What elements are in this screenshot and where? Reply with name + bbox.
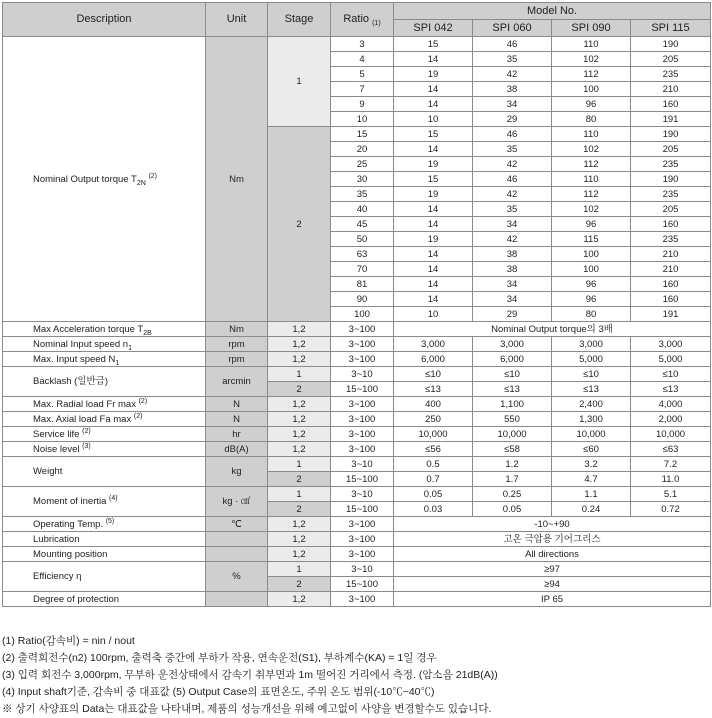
value-cell: 160 bbox=[631, 97, 711, 112]
value-cell: 14 bbox=[394, 292, 473, 307]
backlash-ratio: 3~10 bbox=[331, 367, 394, 382]
weight-value: 0.5 bbox=[394, 457, 473, 472]
backlash-value: ≤13 bbox=[552, 382, 631, 397]
axial-unit: N bbox=[206, 412, 268, 427]
radial-label-text: Max. Radial load Fr max bbox=[33, 398, 136, 410]
backlash-value: ≤10 bbox=[473, 367, 552, 382]
max_input-label-text: Max. Input speed N bbox=[33, 353, 116, 365]
table-row bbox=[3, 352, 711, 367]
value-cell: 235 bbox=[631, 157, 711, 172]
noise-value: ≤60 bbox=[552, 442, 631, 457]
lubrication-label bbox=[3, 532, 206, 547]
lubrication-stage: 1,2 bbox=[268, 532, 331, 547]
value-cell: 10 bbox=[394, 307, 473, 322]
table-row bbox=[3, 517, 711, 532]
max_input-value: 6,000 bbox=[394, 352, 473, 367]
value-cell: 80 bbox=[552, 112, 631, 127]
footnote: (2) 출력회전수(n2) 100rpm, 출력축 중간에 부하가 작용, 연속운전(S1), 부하계수(KA) = 1일 경우 bbox=[2, 652, 437, 664]
service-value: 10,000 bbox=[473, 427, 552, 442]
service-ratio: 3~100 bbox=[331, 427, 394, 442]
lubrication-value: 고온 극압용 기어그리스 bbox=[394, 532, 711, 547]
value-cell: 100 bbox=[552, 262, 631, 277]
inertia-label bbox=[3, 487, 206, 517]
ratio-cell: 20 bbox=[331, 142, 394, 157]
noise-label bbox=[3, 442, 206, 457]
weight-ratio: 15~100 bbox=[331, 472, 394, 487]
backlash-stage: 1 bbox=[268, 367, 331, 382]
value-cell: 100 bbox=[552, 82, 631, 97]
torque-stage-2: 2 bbox=[268, 127, 331, 322]
nominal_input-value: 3,000 bbox=[631, 337, 711, 352]
max_accel-label-subscript: 2B bbox=[143, 329, 152, 337]
protection-stage: 1,2 bbox=[268, 592, 331, 607]
max_input-value: 5,000 bbox=[552, 352, 631, 367]
service-value: 10,000 bbox=[552, 427, 631, 442]
ratio-cell: 4 bbox=[331, 52, 394, 67]
spec-table bbox=[2, 2, 711, 607]
mounting-ratio: 3~100 bbox=[331, 547, 394, 562]
value-cell: 110 bbox=[552, 172, 631, 187]
value-cell: 14 bbox=[394, 82, 473, 97]
radial-ratio: 3~100 bbox=[331, 397, 394, 412]
max_input-label-subscript: 1 bbox=[115, 359, 120, 367]
value-cell: 102 bbox=[552, 142, 631, 157]
header-model: SPI 115 bbox=[631, 20, 711, 37]
inertia-value: 1.1 bbox=[552, 487, 631, 502]
weight-value: 1.7 bbox=[473, 472, 552, 487]
header-stage: Stage bbox=[268, 3, 331, 37]
efficiency-ratio: 3~10 bbox=[331, 562, 394, 577]
table-row bbox=[3, 427, 711, 442]
value-cell: 14 bbox=[394, 52, 473, 67]
value-cell: 102 bbox=[552, 202, 631, 217]
service-unit: hr bbox=[206, 427, 268, 442]
lubrication-unit bbox=[206, 532, 268, 547]
backlash-value: ≤10 bbox=[631, 367, 711, 382]
radial-stage: 1,2 bbox=[268, 397, 331, 412]
value-cell: 42 bbox=[473, 232, 552, 247]
nominal_input-value: 3,000 bbox=[473, 337, 552, 352]
radial-unit: N bbox=[206, 397, 268, 412]
torque-unit: Nm bbox=[206, 37, 268, 322]
value-cell: 19 bbox=[394, 187, 473, 202]
nominal_input-stage: 1,2 bbox=[268, 337, 331, 352]
value-cell: 19 bbox=[394, 67, 473, 82]
value-cell: 19 bbox=[394, 157, 473, 172]
footnote: (4) Input shaft기준, 감속비 중 대표값 (5) Output Case의 표면온도, 주위 온도 범위(-10℃~40℃) bbox=[2, 686, 435, 698]
backlash-value: ≤10 bbox=[394, 367, 473, 382]
value-cell: 46 bbox=[473, 172, 552, 187]
torque-label-text: Nominal Output torque T bbox=[33, 173, 137, 185]
ratio-cell: 35 bbox=[331, 187, 394, 202]
header-ratio bbox=[331, 3, 394, 37]
value-cell: 205 bbox=[631, 202, 711, 217]
weight-value: 0.7 bbox=[394, 472, 473, 487]
op_temp-label bbox=[3, 517, 206, 532]
ratio-cell: 40 bbox=[331, 202, 394, 217]
ratio-cell: 9 bbox=[331, 97, 394, 112]
value-cell: 96 bbox=[552, 277, 631, 292]
radial-label bbox=[3, 397, 206, 412]
value-cell: 10 bbox=[394, 112, 473, 127]
torque-stage-1: 1 bbox=[268, 37, 331, 127]
value-cell: 210 bbox=[631, 262, 711, 277]
footnotes bbox=[2, 633, 710, 718]
protection-ratio: 3~100 bbox=[331, 592, 394, 607]
op_temp-stage: 1,2 bbox=[268, 517, 331, 532]
noise-ratio: 3~100 bbox=[331, 442, 394, 457]
backlash-unit: arcmin bbox=[206, 367, 268, 397]
value-cell: 112 bbox=[552, 157, 631, 172]
table-row bbox=[3, 592, 711, 607]
axial-value: 1,300 bbox=[552, 412, 631, 427]
protection-label-text: Degree of protection bbox=[33, 593, 120, 605]
efficiency-value: ≥94 bbox=[394, 577, 711, 592]
table-row bbox=[3, 442, 711, 457]
value-cell: 115 bbox=[552, 232, 631, 247]
footnote: (3) 입력 회전수 3,000rpm, 무부하 운전상태에서 감속기 취부면과 1m 떨어진 거리에서 측정. (암소음 21dB(A)) bbox=[2, 669, 498, 681]
weight-value: 4.7 bbox=[552, 472, 631, 487]
value-cell: 100 bbox=[552, 247, 631, 262]
ratio-cell: 5 bbox=[331, 67, 394, 82]
header-model-no: Model No. bbox=[394, 3, 711, 20]
value-cell: 160 bbox=[631, 217, 711, 232]
value-cell: 15 bbox=[394, 37, 473, 52]
value-cell: 14 bbox=[394, 202, 473, 217]
lubrication-label-text: Lubrication bbox=[33, 533, 80, 545]
radial-value: 2,400 bbox=[552, 397, 631, 412]
value-cell: 14 bbox=[394, 247, 473, 262]
max_accel-label-text: Max Acceleration torque T bbox=[33, 323, 144, 335]
ratio-cell: 63 bbox=[331, 247, 394, 262]
value-cell: 15 bbox=[394, 172, 473, 187]
weight-label-text: Weight bbox=[33, 466, 63, 477]
value-cell: 205 bbox=[631, 142, 711, 157]
max_input-ratio: 3~100 bbox=[331, 352, 394, 367]
weight-ratio: 3~10 bbox=[331, 457, 394, 472]
table-row bbox=[3, 37, 711, 52]
op_temp-value: -10~+90 bbox=[394, 517, 711, 532]
ratio-cell: 30 bbox=[331, 172, 394, 187]
ratio-cell: 3 bbox=[331, 37, 394, 52]
max_input-label bbox=[3, 352, 206, 367]
nominal_input-label-subscript: 1 bbox=[128, 344, 132, 352]
value-cell: 191 bbox=[631, 307, 711, 322]
ratio-cell: 100 bbox=[331, 307, 394, 322]
protection-value: IP 65 bbox=[394, 592, 711, 607]
value-cell: 38 bbox=[473, 262, 552, 277]
max_accel-unit: Nm bbox=[206, 322, 268, 337]
nominal_input-unit: rpm bbox=[206, 337, 268, 352]
weight-unit: kg bbox=[206, 457, 268, 487]
value-cell: 29 bbox=[473, 112, 552, 127]
value-cell: 110 bbox=[552, 127, 631, 142]
noise-value: ≤56 bbox=[394, 442, 473, 457]
value-cell: 14 bbox=[394, 97, 473, 112]
header-description: Description bbox=[3, 3, 206, 37]
ratio-cell: 10 bbox=[331, 112, 394, 127]
value-cell: 160 bbox=[631, 292, 711, 307]
inertia-value: 0.72 bbox=[631, 502, 711, 517]
radial-label-note: (2) bbox=[138, 397, 148, 405]
value-cell: 35 bbox=[473, 142, 552, 157]
torque-label-note: (2) bbox=[148, 172, 158, 180]
radial-value: 400 bbox=[394, 397, 473, 412]
axial-label-text: Max. Axial load Fa max bbox=[33, 413, 132, 425]
mounting-value: All directions bbox=[394, 547, 711, 562]
table-row bbox=[3, 457, 711, 472]
value-cell: 235 bbox=[631, 232, 711, 247]
value-cell: 96 bbox=[552, 97, 631, 112]
value-cell: 112 bbox=[552, 187, 631, 202]
header-ratio-note: (1) bbox=[372, 20, 381, 28]
efficiency-ratio: 15~100 bbox=[331, 577, 394, 592]
ratio-cell: 45 bbox=[331, 217, 394, 232]
value-cell: 46 bbox=[473, 127, 552, 142]
table-row bbox=[3, 547, 711, 562]
efficiency-label bbox=[3, 562, 206, 592]
value-cell: 14 bbox=[394, 277, 473, 292]
efficiency-unit: % bbox=[206, 562, 268, 592]
noise-label-text: Noise level bbox=[33, 443, 80, 455]
noise-stage: 1,2 bbox=[268, 442, 331, 457]
inertia-stage: 2 bbox=[268, 502, 331, 517]
ratio-cell: 81 bbox=[331, 277, 394, 292]
value-cell: 46 bbox=[473, 37, 552, 52]
noise-value: ≤58 bbox=[473, 442, 552, 457]
value-cell: 15 bbox=[394, 127, 473, 142]
radial-value: 1,100 bbox=[473, 397, 552, 412]
protection-label bbox=[3, 592, 206, 607]
mounting-label-text: Mounting position bbox=[33, 548, 108, 560]
ratio-cell: 25 bbox=[331, 157, 394, 172]
op_temp-label-text: Operating Temp. bbox=[33, 518, 104, 530]
value-cell: 235 bbox=[631, 187, 711, 202]
spec-table-body bbox=[3, 37, 711, 607]
nominal_input-value: 3,000 bbox=[394, 337, 473, 352]
value-cell: 96 bbox=[552, 292, 631, 307]
max_input-value: 6,000 bbox=[473, 352, 552, 367]
value-cell: 14 bbox=[394, 142, 473, 157]
axial-value: 250 bbox=[394, 412, 473, 427]
nominal_input-label bbox=[3, 337, 206, 352]
backlash-label-text: Backlash (일반급) bbox=[33, 376, 109, 387]
table-row bbox=[3, 397, 711, 412]
value-cell: 160 bbox=[631, 277, 711, 292]
axial-value: 2,000 bbox=[631, 412, 711, 427]
max_accel-label bbox=[3, 322, 206, 337]
max_input-stage: 1,2 bbox=[268, 352, 331, 367]
torque-label-subscript: 2N bbox=[136, 179, 146, 187]
value-cell: 14 bbox=[394, 262, 473, 277]
header-model: SPI 060 bbox=[473, 20, 552, 37]
weight-label bbox=[3, 457, 206, 487]
axial-label bbox=[3, 412, 206, 427]
backlash-ratio: 15~100 bbox=[331, 382, 394, 397]
max_accel-ratio: 3~100 bbox=[331, 322, 394, 337]
axial-ratio: 3~100 bbox=[331, 412, 394, 427]
op_temp-label-note: (5) bbox=[105, 517, 115, 525]
footnote: (1) Ratio(감속비) = nin / nout bbox=[2, 635, 135, 647]
efficiency-stage: 2 bbox=[268, 577, 331, 592]
inertia-value: 0.25 bbox=[473, 487, 552, 502]
value-cell: 235 bbox=[631, 67, 711, 82]
mounting-stage: 1,2 bbox=[268, 547, 331, 562]
table-row bbox=[3, 337, 711, 352]
header-ratio-label: Ratio bbox=[343, 13, 370, 25]
value-cell: 191 bbox=[631, 112, 711, 127]
noise-label-note: (3) bbox=[82, 442, 91, 450]
lubrication-ratio: 3~100 bbox=[331, 532, 394, 547]
value-cell: 80 bbox=[552, 307, 631, 322]
axial-label-note: (2) bbox=[133, 412, 143, 420]
noise-unit: dB(A) bbox=[206, 442, 268, 457]
value-cell: 34 bbox=[473, 292, 552, 307]
weight-value: 11.0 bbox=[631, 472, 711, 487]
inertia-stage: 1 bbox=[268, 487, 331, 502]
value-cell: 29 bbox=[473, 307, 552, 322]
max_input-value: 5,000 bbox=[631, 352, 711, 367]
value-cell: 210 bbox=[631, 247, 711, 262]
value-cell: 112 bbox=[552, 67, 631, 82]
backlash-label bbox=[3, 367, 206, 397]
value-cell: 102 bbox=[552, 52, 631, 67]
table-row bbox=[3, 562, 711, 577]
table-row bbox=[3, 532, 711, 547]
value-cell: 190 bbox=[631, 127, 711, 142]
inertia-ratio: 3~10 bbox=[331, 487, 394, 502]
weight-value: 1.2 bbox=[473, 457, 552, 472]
ratio-cell: 70 bbox=[331, 262, 394, 277]
value-cell: 190 bbox=[631, 37, 711, 52]
torque-label bbox=[3, 37, 206, 322]
weight-stage: 1 bbox=[268, 457, 331, 472]
value-cell: 14 bbox=[394, 217, 473, 232]
inertia-value: 5.1 bbox=[631, 487, 711, 502]
ratio-cell: 7 bbox=[331, 82, 394, 97]
header-unit: Unit bbox=[206, 3, 268, 37]
table-row bbox=[3, 412, 711, 427]
service-value: 10,000 bbox=[394, 427, 473, 442]
value-cell: 42 bbox=[473, 157, 552, 172]
noise-value: ≤63 bbox=[631, 442, 711, 457]
value-cell: 34 bbox=[473, 217, 552, 232]
inertia-ratio: 15~100 bbox=[331, 502, 394, 517]
value-cell: 190 bbox=[631, 172, 711, 187]
backlash-value: ≤10 bbox=[552, 367, 631, 382]
inertia-value: 0.03 bbox=[394, 502, 473, 517]
value-cell: 34 bbox=[473, 97, 552, 112]
value-cell: 38 bbox=[473, 247, 552, 262]
value-cell: 38 bbox=[473, 82, 552, 97]
backlash-value: ≤13 bbox=[394, 382, 473, 397]
inertia-value: 0.24 bbox=[552, 502, 631, 517]
value-cell: 205 bbox=[631, 52, 711, 67]
value-cell: 42 bbox=[473, 67, 552, 82]
axial-value: 550 bbox=[473, 412, 552, 427]
inertia-value: 0.05 bbox=[473, 502, 552, 517]
value-cell: 110 bbox=[552, 37, 631, 52]
service-label-note: (2) bbox=[82, 427, 91, 435]
nominal_input-value: 3,000 bbox=[552, 337, 631, 352]
max_input-unit: rpm bbox=[206, 352, 268, 367]
nominal_input-ratio: 3~100 bbox=[331, 337, 394, 352]
ratio-cell: 15 bbox=[331, 127, 394, 142]
mounting-unit bbox=[206, 547, 268, 562]
ratio-cell: 50 bbox=[331, 232, 394, 247]
op_temp-unit: ℃ bbox=[206, 517, 268, 532]
axial-stage: 1,2 bbox=[268, 412, 331, 427]
inertia-value: 0.05 bbox=[394, 487, 473, 502]
value-cell: 35 bbox=[473, 202, 552, 217]
weight-value: 3.2 bbox=[552, 457, 631, 472]
backlash-value: ≤13 bbox=[473, 382, 552, 397]
table-row bbox=[3, 367, 711, 382]
inertia-label-text: Moment of inertia bbox=[33, 496, 107, 507]
backlash-stage: 2 bbox=[268, 382, 331, 397]
header-model: SPI 042 bbox=[394, 20, 473, 37]
service-stage: 1,2 bbox=[268, 427, 331, 442]
weight-stage: 2 bbox=[268, 472, 331, 487]
value-cell: 42 bbox=[473, 187, 552, 202]
weight-value: 7.2 bbox=[631, 457, 711, 472]
service-value: 10,000 bbox=[631, 427, 711, 442]
max_accel-value: Nominal Output torque의 3배 bbox=[394, 322, 711, 337]
value-cell: 19 bbox=[394, 232, 473, 247]
value-cell: 34 bbox=[473, 277, 552, 292]
inertia-label-note: (4) bbox=[109, 494, 118, 502]
radial-value: 4,000 bbox=[631, 397, 711, 412]
ratio-cell: 90 bbox=[331, 292, 394, 307]
service-label-text: Service life bbox=[33, 428, 80, 440]
mounting-label bbox=[3, 547, 206, 562]
nominal_input-label-text: Nominal Input speed n bbox=[33, 338, 129, 350]
value-cell: 35 bbox=[473, 52, 552, 67]
inertia-unit: kg · ㎠ bbox=[206, 487, 268, 517]
service-label bbox=[3, 427, 206, 442]
efficiency-stage: 1 bbox=[268, 562, 331, 577]
protection-unit bbox=[206, 592, 268, 607]
header-model: SPI 090 bbox=[552, 20, 631, 37]
value-cell: 96 bbox=[552, 217, 631, 232]
efficiency-value: ≥97 bbox=[394, 562, 711, 577]
value-cell: 210 bbox=[631, 82, 711, 97]
footnote: ※ 상기 사양표의 Data는 대표값을 나타내며, 제품의 성능개선을 위해 예고없이 사양을 변경할수도 있습니다. bbox=[2, 703, 492, 715]
max_accel-stage: 1,2 bbox=[268, 322, 331, 337]
op_temp-ratio: 3~100 bbox=[331, 517, 394, 532]
table-row bbox=[3, 487, 711, 502]
backlash-value: ≤13 bbox=[631, 382, 711, 397]
table-row bbox=[3, 322, 711, 337]
efficiency-label-text: Efficiency η bbox=[33, 571, 82, 582]
